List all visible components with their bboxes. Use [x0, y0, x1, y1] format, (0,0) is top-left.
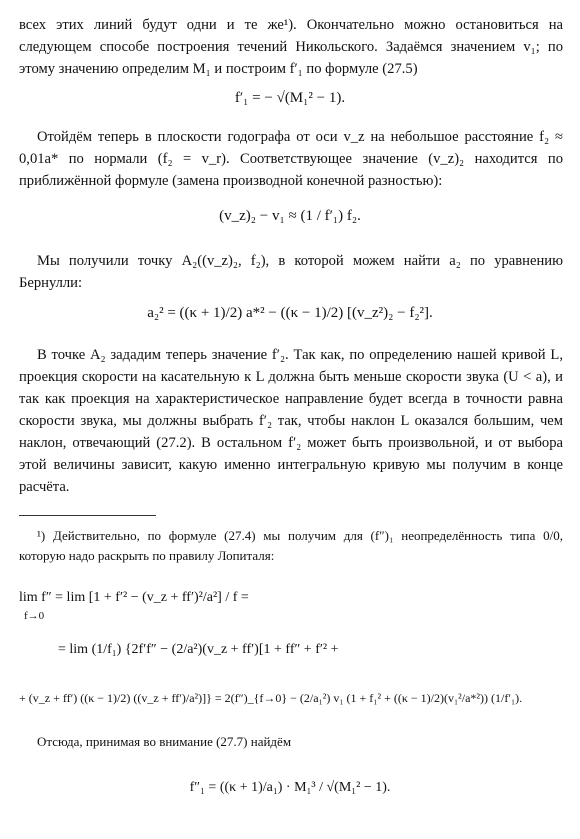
paragraph-bernoulli: Мы получили точку A₂((v_z)₂, f₂), в которой можем найти a₂ по уравнению Бернулли: [19, 253, 563, 291]
footnote-limit-line2: = lim (1/f₁) {2f′f″ − (2/a²)(v_z + ff′)[1 + ff″ + f′² + [58, 642, 339, 657]
paragraph-hodograph: Отойдём теперь в плоскости годографа от оси v_z на небольшое расстояние f₂ ≈ 0,01a* по нормали (f₂ = v_r). Соответствующее значение (v_z)₂ находится по приближённой формуле (замена производной конечной разностью): [19, 129, 563, 189]
footnote-limit-line3: + (v_z + ff′) ((κ − 1)/2) ((v_z + ff′)/a²)]} = 2(f″)_{f→0} − (2/a₁²) v₁ (1 + f₁² + ((κ − 1)/2)(v₁²/a*²)) (1/f′₁). [19, 691, 523, 705]
formula-bernoulli: a₂² = ((κ + 1)/2) a*² − ((κ − 1)/2) [(v_z²)₂ − f₂²]. [147, 305, 433, 321]
footnote-text: ¹) Действительно, по формуле (27.4) мы получим для (f″)₁ неопределённость типа 0/0, которую надо раскрыть по правилу Лопиталя: [19, 528, 563, 563]
footnote-limit-line1: lim f″ = lim [1 + f′² − (v_z + ff′)²/a²] / f = [19, 590, 249, 605]
paragraph-point-a2: В точке A₂ зададим теперь значение f′₂. Так как, по определению нашей кривой L, проекция скорости на касательную к L должна быть меньше скорости звука (U < a), и так как проекция на характеристическое направление будет всегда в точности равна скорости звука, мы должны выбрать f′₂ так, чтобы наклон L оказался большим, чем наклон, отвечающий (27.2). В остальном f′₂ может быть произвольной, и от выбора этой величины зависит, какую именно интегральную кривую мы получим в конце расчёта. [19, 347, 563, 495]
formula-27-5: f′₁ = − √(M₁² − 1). [234, 90, 346, 106]
footnote-conclusion: Отсюда, принимая во внимание (27.7) найдём [37, 734, 292, 749]
footnote-limit-subscript: f→0 [24, 610, 45, 622]
paragraph-intro: всех этих линий будут одни и те же¹). Окончательно можно остановиться на следующем способе построения течений Никольского. Задаёмся значением v₁; по этому значению определим M₁ и построим f′₁ по формуле (27.5) [19, 17, 563, 77]
formula-finite-difference: (v_z)₂ − v₁ ≈ (1 / f′₁) f₂. [219, 208, 361, 224]
footnote-separator [19, 515, 156, 516]
formula-result: f″₁ = ((κ + 1)/a₁) · M₁³ / √(M₁² − 1). [189, 780, 391, 795]
